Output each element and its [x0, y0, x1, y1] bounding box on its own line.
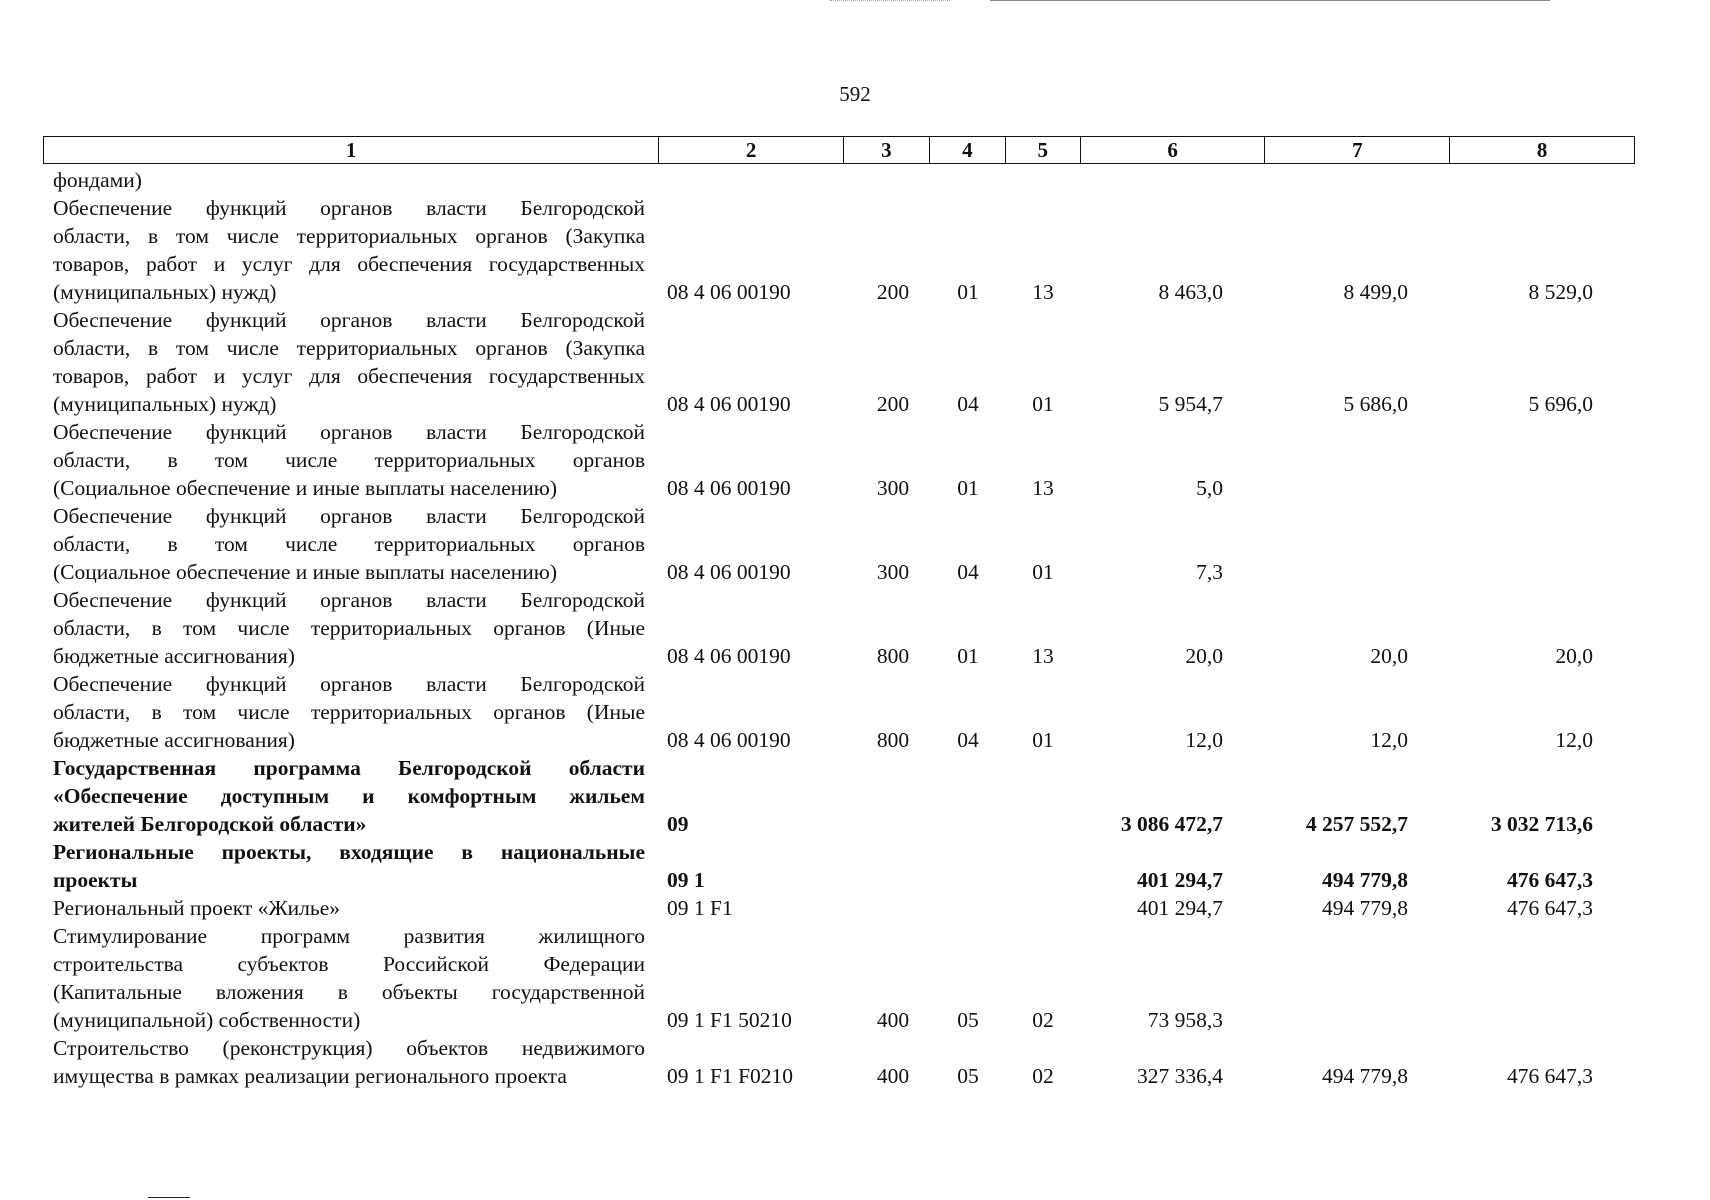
cell-col-7: 494 779,8: [1322, 896, 1408, 920]
table-row: [53, 754, 1633, 838]
description-line: Региональные проекты, входящие в национальные: [53, 840, 645, 864]
cell-col-8: 12,0: [1555, 728, 1593, 752]
description-line: Государственная программа Белгородской области: [53, 756, 645, 780]
cell-col-5: 02: [1032, 1064, 1054, 1088]
description-line: (муниципальной) собственности): [53, 1008, 361, 1032]
cell-col-6: 8 463,0: [1158, 280, 1223, 304]
cell-col-3: 800: [876, 728, 910, 752]
cell-col-8: 20,0: [1555, 644, 1593, 668]
cell-col-2: 08 4 06 00190: [667, 280, 791, 304]
cell-col-8: 476 647,3: [1507, 868, 1593, 892]
cell-col-3: 300: [876, 560, 910, 584]
header-col-8: 8: [1536, 138, 1548, 162]
cell-col-6: 401 294,7: [1137, 868, 1223, 892]
cell-col-7: 8 499,0: [1343, 280, 1408, 304]
cell-col-2: 09: [667, 812, 689, 836]
cell-col-2: 08 4 06 00190: [667, 560, 791, 584]
cell-col-3: 200: [876, 280, 910, 304]
cell-col-5: 13: [1032, 476, 1054, 500]
description-line: бюджетные ассигнования): [53, 728, 295, 752]
cell-col-2: 08 4 06 00190: [667, 476, 791, 500]
table-row: [53, 586, 1633, 670]
row-description: [53, 166, 645, 194]
description-line: Обеспечение функций органов власти Белгородской: [53, 196, 645, 220]
cell-col-8: 3 032 713,6: [1490, 812, 1593, 836]
cell-col-6: 7,3: [1196, 560, 1223, 584]
cell-col-2: 09 1 F1 F0210: [667, 1064, 794, 1088]
cell-col-2: 08 4 06 00190: [667, 644, 791, 668]
table-row: [53, 894, 1633, 922]
table-row: [53, 306, 1633, 418]
description-line: области, в том числе территориальных органов (Закупка: [53, 336, 645, 360]
description-line: области, в том числе территориальных органов: [53, 448, 645, 472]
scan-artifact-line: [990, 0, 1550, 1]
description-line: Строительство (реконструкция) объектов недвижимого: [53, 1036, 645, 1060]
table-row: [53, 838, 1633, 894]
row-description: [53, 754, 645, 838]
cell-col-5: 01: [1032, 392, 1054, 416]
cell-col-4: 05: [957, 1064, 979, 1088]
row-description: [53, 922, 645, 1034]
cell-col-7: 20,0: [1370, 644, 1408, 668]
cell-col-7: 4 257 552,7: [1305, 812, 1408, 836]
description-line: имущества в рамках реализации регионального проекта: [53, 1064, 567, 1088]
description-line: фондами): [53, 168, 142, 192]
cell-col-7: 12,0: [1370, 728, 1408, 752]
cell-col-5: 01: [1032, 728, 1054, 752]
table-row: [53, 418, 1633, 502]
cell-col-2: 09 1: [667, 868, 705, 892]
cell-col-4: 04: [957, 392, 979, 416]
table-row: [53, 1034, 1633, 1090]
description-line: Обеспечение функций органов власти Белгородской: [53, 588, 645, 612]
cell-col-6: 73 958,3: [1147, 1008, 1223, 1032]
cell-col-8: 5 696,0: [1528, 392, 1593, 416]
table-row: [53, 502, 1633, 586]
description-line: Стимулирование программ развития жилищного: [53, 924, 645, 948]
row-description: [53, 194, 645, 306]
cell-col-4: 01: [957, 644, 979, 668]
description-line: (Капитальные вложения в объекты государственной: [53, 980, 645, 1004]
cell-col-7: 5 686,0: [1343, 392, 1408, 416]
header-col-1: 1: [44, 137, 659, 163]
cell-col-7: 494 779,8: [1322, 868, 1408, 892]
cell-col-4: 05: [957, 1008, 979, 1032]
row-description: [53, 502, 645, 586]
description-line: товаров, работ и услуг для обеспечения государственных: [53, 252, 645, 276]
cell-col-2: 09 1 F1 50210: [667, 1008, 792, 1032]
description-line: области, в том числе территориальных органов (Закупка: [53, 224, 645, 248]
header-col-3: 3: [844, 137, 930, 163]
cell-col-3: 400: [876, 1064, 910, 1088]
row-description: [53, 670, 645, 754]
cell-col-6: 401 294,7: [1137, 896, 1223, 920]
table-row: [53, 166, 1633, 194]
description-line: (Социальное обеспечение и иные выплаты населению): [53, 560, 557, 584]
cell-col-5: 01: [1032, 560, 1054, 584]
cell-col-3: 200: [876, 392, 910, 416]
description-line: строительства субъектов Российской Федерации: [53, 952, 645, 976]
cell-col-6: 3 086 472,7: [1120, 812, 1223, 836]
table-row: [53, 922, 1633, 1034]
cell-col-8: 476 647,3: [1507, 896, 1593, 920]
description-line: (муниципальных) нужд): [53, 392, 277, 416]
description-line: «Обеспечение доступным и комфортным жильем: [53, 784, 645, 808]
cell-col-6: 5,0: [1196, 476, 1223, 500]
row-description: [53, 1034, 645, 1090]
description-line: бюджетные ассигнования): [53, 644, 295, 668]
cell-col-2: 08 4 06 00190: [667, 728, 791, 752]
cell-col-3: 300: [876, 476, 910, 500]
row-description: [53, 894, 645, 922]
cell-col-8: 8 529,0: [1528, 280, 1593, 304]
cell-col-6: 12,0: [1185, 728, 1223, 752]
row-description: [53, 418, 645, 502]
row-description: [53, 586, 645, 670]
table-row: [53, 670, 1633, 754]
row-description: [53, 306, 645, 418]
cell-col-6: 20,0: [1185, 644, 1223, 668]
cell-col-8: 476 647,3: [1507, 1064, 1593, 1088]
description-line: Обеспечение функций органов власти Белгородской: [53, 420, 645, 444]
cell-col-5: 13: [1032, 280, 1054, 304]
cell-col-4: 04: [957, 560, 979, 584]
description-line: Обеспечение функций органов власти Белгородской: [53, 308, 645, 332]
cell-col-4: 01: [957, 476, 979, 500]
description-line: области, в том числе территориальных органов: [53, 532, 645, 556]
header-col-5: 5: [1006, 137, 1081, 163]
description-line: товаров, работ и услуг для обеспечения государственных: [53, 364, 645, 388]
cell-col-5: 13: [1032, 644, 1054, 668]
row-description: [53, 838, 645, 894]
page-number: 592: [839, 82, 871, 106]
description-line: области, в том числе территориальных органов (Иные: [53, 616, 645, 640]
description-line: (муниципальных) нужд): [53, 280, 277, 304]
cell-col-5: 02: [1032, 1008, 1054, 1032]
cell-col-7: 494 779,8: [1322, 1064, 1408, 1088]
header-col-2: 2: [659, 137, 844, 163]
description-line: Обеспечение функций органов власти Белгородской: [53, 504, 645, 528]
description-line: жителей Белгородской области»: [53, 812, 367, 836]
scan-artifact-line: [830, 0, 950, 1]
cell-col-2: 09 1 F1: [667, 896, 733, 920]
description-line: (Социальное обеспечение и иные выплаты населению): [53, 476, 557, 500]
cell-col-3: 800: [876, 644, 910, 668]
cell-col-6: 327 336,4: [1137, 1064, 1223, 1088]
cell-col-4: 01: [957, 280, 979, 304]
cell-col-4: 04: [957, 728, 979, 752]
table-header: [43, 136, 1635, 164]
description-line: Региональный проект «Жилье»: [53, 896, 340, 920]
description-line: проекты: [53, 868, 138, 892]
header-col-7: 7: [1265, 137, 1450, 163]
cell-col-6: 5 954,7: [1158, 392, 1223, 416]
cell-col-2: 08 4 06 00190: [667, 392, 791, 416]
description-line: Обеспечение функций органов власти Белгородской: [53, 672, 645, 696]
description-line: области, в том числе территориальных органов (Иные: [53, 700, 645, 724]
table-row: [53, 194, 1633, 306]
cell-col-3: 400: [876, 1008, 910, 1032]
footnote-line: [148, 1197, 190, 1198]
header-col-4: 4: [930, 137, 1006, 163]
header-col-6: 6: [1081, 137, 1266, 163]
